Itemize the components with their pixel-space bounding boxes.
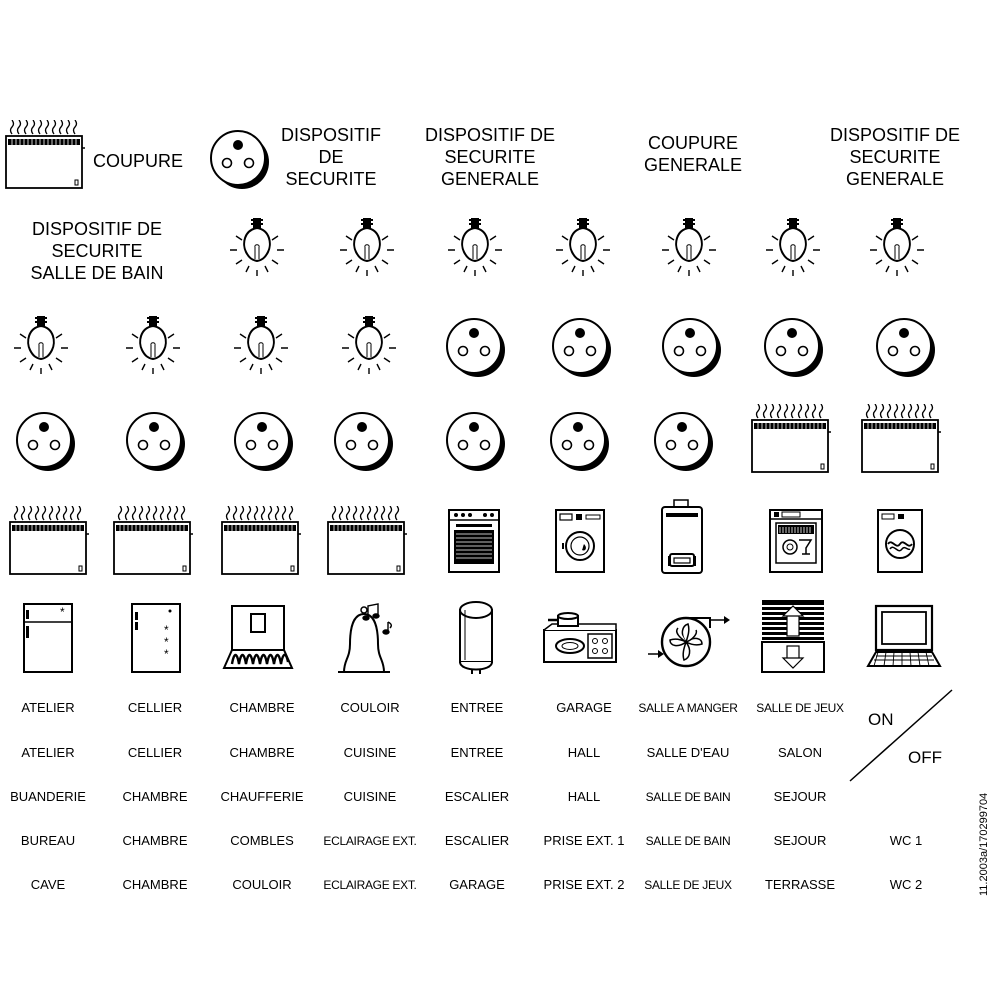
room-label[interactable]: BUANDERIE — [10, 789, 86, 804]
header-dispositif-securite: DISPOSITIF DE SECURITE — [280, 125, 381, 189]
room-label[interactable]: ATELIER — [21, 700, 75, 715]
freezer-icon[interactable] — [126, 600, 186, 676]
room-label[interactable]: SALLE DE JEUX — [644, 878, 732, 892]
room-label[interactable]: CELLIER — [127, 700, 183, 715]
room-label[interactable]: CHAMBRE — [122, 833, 188, 848]
room-label[interactable]: PRISE EXT. 2 — [543, 877, 625, 892]
floor-heating-icon[interactable] — [220, 602, 296, 672]
radiator-icon[interactable] — [860, 404, 944, 474]
bulb-icon[interactable] — [758, 214, 828, 284]
outlet-icon[interactable] — [230, 408, 296, 474]
outlet-icon[interactable] — [658, 314, 724, 380]
room-label[interactable]: CELLIER — [127, 745, 183, 760]
room-label[interactable]: COULOIR — [340, 700, 400, 715]
room-label[interactable]: SALON — [777, 745, 823, 760]
on-off-divider — [846, 686, 956, 786]
outlet-icon[interactable] — [546, 408, 612, 474]
room-label[interactable]: ATELIER — [21, 745, 75, 760]
reference-code: 11.2003a/170299704 — [978, 792, 990, 896]
outlet-icon[interactable] — [548, 314, 614, 380]
bulb-icon[interactable] — [332, 214, 402, 284]
radiator-icon[interactable] — [8, 506, 92, 576]
outlet-icon[interactable] — [442, 314, 508, 380]
bulb-icon[interactable] — [6, 312, 76, 382]
fridge-icon[interactable] — [18, 600, 78, 676]
bulb-icon[interactable] — [334, 312, 404, 382]
room-label[interactable]: GARAGE — [556, 700, 612, 715]
bulb-icon[interactable] — [118, 312, 188, 382]
room-label[interactable]: CHAMBRE — [122, 789, 188, 804]
outlet-icon[interactable] — [760, 314, 826, 380]
room-label[interactable]: BUREAU — [20, 833, 76, 848]
room-label[interactable]: SALLE DE JEUX — [756, 701, 844, 715]
room-label[interactable]: CHAMBRE — [229, 700, 295, 715]
header-dispositif-securite-generale-1: DISPOSITIF DE SECURITE GENERALE — [424, 125, 556, 189]
room-label[interactable]: CUISINE — [343, 745, 397, 760]
room-label[interactable]: SALLE DE BAIN — [645, 790, 731, 804]
bulb-icon[interactable] — [222, 214, 292, 284]
room-label[interactable]: GARAGE — [449, 877, 505, 892]
room-label[interactable]: ESCALIER — [444, 833, 510, 848]
room-label[interactable]: CHAMBRE — [122, 877, 188, 892]
room-label[interactable]: TERRASSE — [764, 877, 836, 892]
room-label[interactable]: CHAMBRE — [229, 745, 295, 760]
radiator-icon[interactable] — [750, 404, 834, 474]
room-label[interactable]: SEJOUR — [773, 789, 827, 804]
room-label[interactable]: ENTREE — [450, 745, 504, 760]
room-label[interactable]: SALLE A MANGER — [638, 701, 738, 715]
bulb-icon[interactable] — [226, 312, 296, 382]
header-coupure: COUPURE — [92, 151, 183, 171]
room-label[interactable]: PRISE EXT. 1 — [543, 833, 625, 848]
radiator-icon[interactable] — [4, 120, 88, 190]
off-label: OFF — [908, 748, 942, 767]
computer-icon[interactable] — [864, 602, 944, 672]
room-label[interactable]: COULOIR — [232, 877, 292, 892]
radiator-icon[interactable] — [220, 506, 304, 576]
room-label[interactable]: SEJOUR — [773, 833, 827, 848]
boiler-tank-icon[interactable] — [446, 596, 506, 676]
room-label[interactable]: CUISINE — [343, 789, 397, 804]
radiator-icon[interactable] — [326, 506, 410, 576]
washing-machine-icon[interactable] — [550, 506, 610, 576]
room-label[interactable]: COMBLES — [230, 833, 294, 848]
room-label[interactable]: ECLAIRAGE EXT. — [323, 878, 417, 892]
outlet-icon[interactable] — [330, 408, 396, 474]
bulb-icon[interactable] — [440, 214, 510, 284]
on-label: ON — [868, 710, 894, 729]
room-label[interactable]: SALLE DE BAIN — [645, 834, 731, 848]
vmc-fan-icon[interactable] — [644, 604, 734, 674]
outlet-icon[interactable] — [650, 408, 716, 474]
room-label[interactable]: CHAUFFERIE — [220, 789, 304, 804]
room-label[interactable]: HALL — [567, 745, 601, 760]
room-label[interactable]: WC 1 — [889, 833, 923, 848]
header-dispositif-securite-generale-2: DISPOSITIF DE SECURITE GENERALE — [829, 125, 961, 189]
header-dispositif-securite-salle-de-bain: DISPOSITIF DE SECURITE SALLE DE BAIN — [30, 219, 164, 283]
room-label[interactable]: CAVE — [30, 877, 66, 892]
outlet-icon[interactable] — [872, 314, 938, 380]
room-label[interactable]: SALLE D'EAU — [646, 745, 730, 760]
oven-icon[interactable] — [444, 506, 504, 576]
room-label[interactable]: ESCALIER — [444, 789, 510, 804]
outlet-icon[interactable] — [206, 126, 272, 192]
room-label[interactable]: ENTREE — [450, 700, 504, 715]
bulb-icon[interactable] — [548, 214, 618, 284]
dryer-icon[interactable] — [870, 506, 930, 576]
bulb-icon[interactable] — [654, 214, 724, 284]
doorbell-icon[interactable] — [326, 600, 402, 676]
room-label[interactable]: HALL — [567, 789, 601, 804]
outlet-icon[interactable] — [12, 408, 78, 474]
outlet-icon[interactable] — [122, 408, 188, 474]
outlet-icon[interactable] — [442, 408, 508, 474]
shutter-icon[interactable] — [758, 598, 828, 674]
room-label[interactable]: WC 2 — [889, 877, 923, 892]
radiator-icon[interactable] — [112, 506, 196, 576]
header-coupure-generale: COUPURE GENERALE — [643, 133, 743, 175]
cooktop-icon[interactable] — [540, 600, 620, 670]
water-heater-icon[interactable] — [652, 498, 712, 578]
room-label[interactable]: ECLAIRAGE EXT. — [323, 834, 417, 848]
dishwasher-icon[interactable] — [766, 506, 826, 576]
bulb-icon[interactable] — [862, 214, 932, 284]
